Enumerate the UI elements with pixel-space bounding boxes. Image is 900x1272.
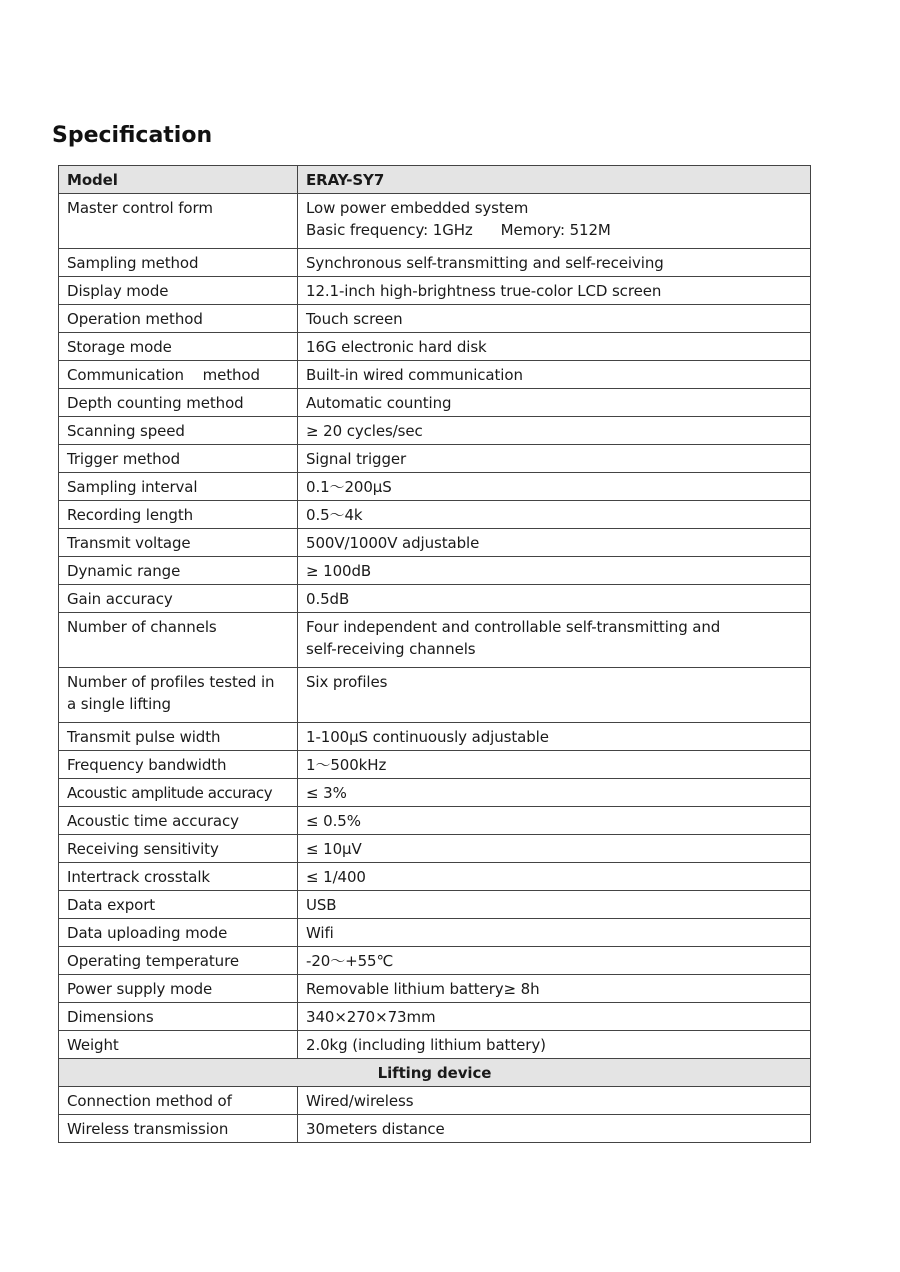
- row-label: Communication method: [59, 361, 298, 389]
- table-row: [59, 501, 811, 529]
- row-label: Weight: [59, 1031, 298, 1059]
- row-value: Wired/wireless: [298, 1087, 811, 1115]
- row-label: Data uploading mode: [59, 919, 298, 947]
- row-value-line: self-receiving channels: [306, 640, 476, 658]
- table-row: [59, 807, 811, 835]
- row-label: Display mode: [59, 277, 298, 305]
- row-value: ≥ 20 cycles/sec: [298, 417, 811, 445]
- row-value-line: Four independent and controllable self-transmitting and: [306, 618, 721, 636]
- row-label: Depth counting method: [59, 389, 298, 417]
- memory-text: Memory: 512M: [500, 221, 611, 239]
- row-value: 1～500kHz: [298, 751, 811, 779]
- table-row: [59, 1031, 811, 1059]
- row-value-line: Low power embedded system: [306, 199, 529, 217]
- table-row: [59, 585, 811, 613]
- row-label: [59, 668, 298, 723]
- row-value: 0.5～4k: [298, 501, 811, 529]
- table-row-profiles: [59, 668, 811, 723]
- row-label: Acoustic amplitude accuracy: [59, 779, 298, 807]
- table-row: [59, 723, 811, 751]
- row-value: Synchronous self-transmitting and self-receiving: [298, 249, 811, 277]
- row-value: ≥ 100dB: [298, 557, 811, 585]
- page-heading: Specification: [52, 123, 213, 148]
- row-label: Intertrack crosstalk: [59, 863, 298, 891]
- row-label: Storage mode: [59, 333, 298, 361]
- basic-frequency-text: Basic frequency: 1GHz: [306, 221, 473, 239]
- row-value: Signal trigger: [298, 445, 811, 473]
- row-label: Receiving sensitivity: [59, 835, 298, 863]
- row-label: Sampling method: [59, 249, 298, 277]
- row-label: Data export: [59, 891, 298, 919]
- row-label: Gain accuracy: [59, 585, 298, 613]
- row-value: [298, 194, 811, 249]
- row-value: ≤ 0.5%: [298, 807, 811, 835]
- row-value: 340×270×73mm: [298, 1003, 811, 1031]
- section-header-row: [59, 1059, 811, 1087]
- row-value-line: [306, 219, 802, 241]
- row-label: Operating temperature: [59, 947, 298, 975]
- table-row: [59, 249, 811, 277]
- row-value: [298, 613, 811, 668]
- row-value: ≤ 3%: [298, 779, 811, 807]
- row-label: Wireless transmission: [59, 1115, 298, 1143]
- row-value: ≤ 1/400: [298, 863, 811, 891]
- table-row: [59, 919, 811, 947]
- row-value: 16G electronic hard disk: [298, 333, 811, 361]
- row-label: Power supply mode: [59, 975, 298, 1003]
- row-label: Scanning speed: [59, 417, 298, 445]
- table-row: [59, 361, 811, 389]
- table-row: [59, 863, 811, 891]
- table-row: [59, 1115, 811, 1143]
- row-value: Built-in wired communication: [298, 361, 811, 389]
- row-value: 0.1～200μS: [298, 473, 811, 501]
- row-label-line: a single lifting: [67, 695, 171, 713]
- section-title: Lifting device: [59, 1059, 811, 1087]
- row-label: Dynamic range: [59, 557, 298, 585]
- table-row: [59, 277, 811, 305]
- row-label: Dimensions: [59, 1003, 298, 1031]
- table-row: [59, 947, 811, 975]
- table-row: [59, 417, 811, 445]
- table-row: [59, 389, 811, 417]
- row-label: Master control form: [59, 194, 298, 249]
- row-label: Recording length: [59, 501, 298, 529]
- header-label-cell: Model: [59, 166, 298, 194]
- row-label: Operation method: [59, 305, 298, 333]
- row-label: Sampling interval: [59, 473, 298, 501]
- table-row: [59, 975, 811, 1003]
- row-value: 500V/1000V adjustable: [298, 529, 811, 557]
- row-label: Number of channels: [59, 613, 298, 668]
- table-row-master-control: [59, 194, 811, 249]
- row-label-line: Number of profiles tested in: [67, 673, 275, 691]
- row-value: ≤ 10μV: [298, 835, 811, 863]
- row-value: -20～+55℃: [298, 947, 811, 975]
- table-row: [59, 305, 811, 333]
- row-label: Frequency bandwidth: [59, 751, 298, 779]
- table-row: [59, 1003, 811, 1031]
- row-value: Removable lithium battery≥ 8h: [298, 975, 811, 1003]
- row-value: 0.5dB: [298, 585, 811, 613]
- row-value: Automatic counting: [298, 389, 811, 417]
- table-row: [59, 1087, 811, 1115]
- table-row: [59, 529, 811, 557]
- row-value: 30meters distance: [298, 1115, 811, 1143]
- row-value: Wifi: [298, 919, 811, 947]
- table-row-channels: [59, 613, 811, 668]
- specification-table: [58, 165, 811, 1143]
- table-row: [59, 891, 811, 919]
- row-value: 1-100μS continuously adjustable: [298, 723, 811, 751]
- table-row: [59, 473, 811, 501]
- row-value: 2.0kg (including lithium battery): [298, 1031, 811, 1059]
- row-label: Transmit pulse width: [59, 723, 298, 751]
- table-row: [59, 751, 811, 779]
- row-label: Trigger method: [59, 445, 298, 473]
- row-label: Acoustic time accuracy: [59, 807, 298, 835]
- table-row: [59, 779, 811, 807]
- table-row: [59, 445, 811, 473]
- table-row: [59, 557, 811, 585]
- header-value-cell: ERAY-SY7: [298, 166, 811, 194]
- row-value: 12.1-inch high-brightness true-color LCD screen: [298, 277, 811, 305]
- table-header-row: [59, 166, 811, 194]
- table-row: [59, 835, 811, 863]
- row-label: Connection method of: [59, 1087, 298, 1115]
- table-row: [59, 333, 811, 361]
- row-value: USB: [298, 891, 811, 919]
- row-label: Transmit voltage: [59, 529, 298, 557]
- row-value: Touch screen: [298, 305, 811, 333]
- row-value: Six profiles: [298, 668, 811, 723]
